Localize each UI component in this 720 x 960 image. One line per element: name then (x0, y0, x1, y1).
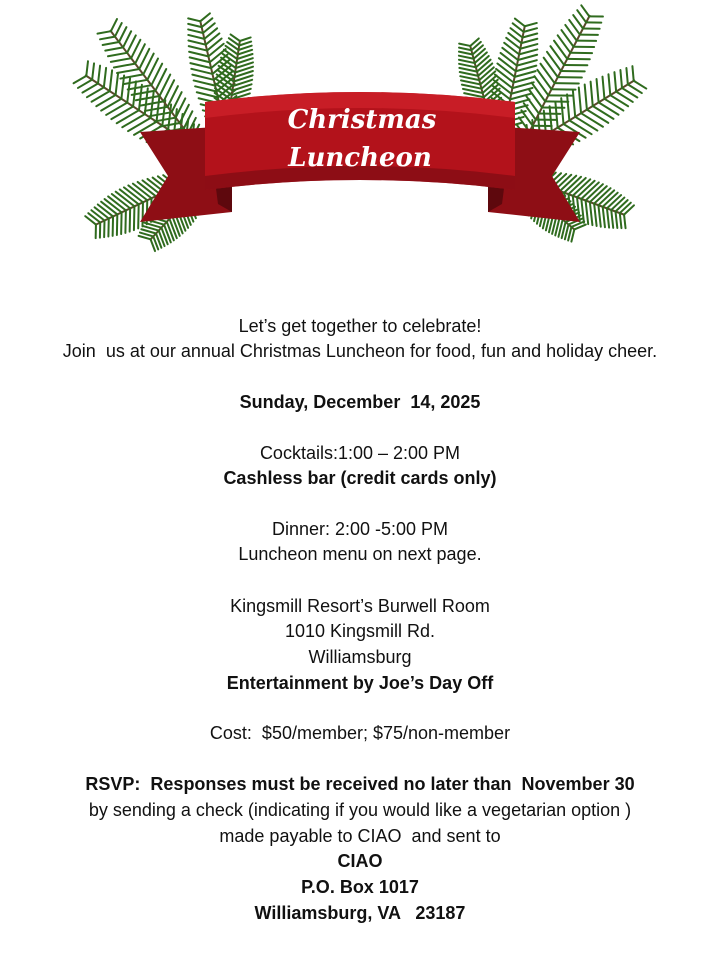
banner-title-line1: Christmas (287, 105, 437, 135)
christmas-banner-graphic (0, 0, 720, 260)
venue-city: Williamsburg (308, 647, 412, 667)
mail-city: Williamsburg, VA 23187 (254, 903, 466, 923)
cocktails-time: Cocktails:1:00 – 2:00 PM (259, 443, 461, 463)
menu-note: Luncheon menu on next page. (238, 544, 482, 564)
rsvp-payable: made payable to CIAO and sent to (219, 826, 501, 846)
intro-line-1: Let’s get together to celebrate! (238, 316, 482, 336)
venue-address: 1010 Kingsmill Rd. (284, 621, 436, 641)
mail-name: CIAO (337, 851, 383, 871)
rsvp-deadline: RSVP: Responses must be received no later than November 30 (85, 774, 635, 794)
bar-note: Cashless bar (credit cards only) (223, 468, 497, 488)
cost: Cost: $50/member; $75/non-member (209, 723, 511, 743)
mail-box: P.O. Box 1017 (301, 877, 419, 897)
banner-title-line2: Luncheon (288, 143, 432, 173)
event-date: Sunday, December 14, 2025 (239, 392, 481, 412)
intro-line-2: Join us at our annual Christmas Luncheon for food, fun and holiday cheer. (62, 341, 658, 361)
entertainment: Entertainment by Joe’s Day Off (226, 673, 494, 693)
venue-name: Kingsmill Resort’s Burwell Room (230, 596, 490, 616)
rsvp-instructions: by sending a check (indicating if you would like a vegetarian option ) (88, 800, 632, 820)
dinner-time: Dinner: 2:00 -5:00 PM (271, 519, 449, 539)
